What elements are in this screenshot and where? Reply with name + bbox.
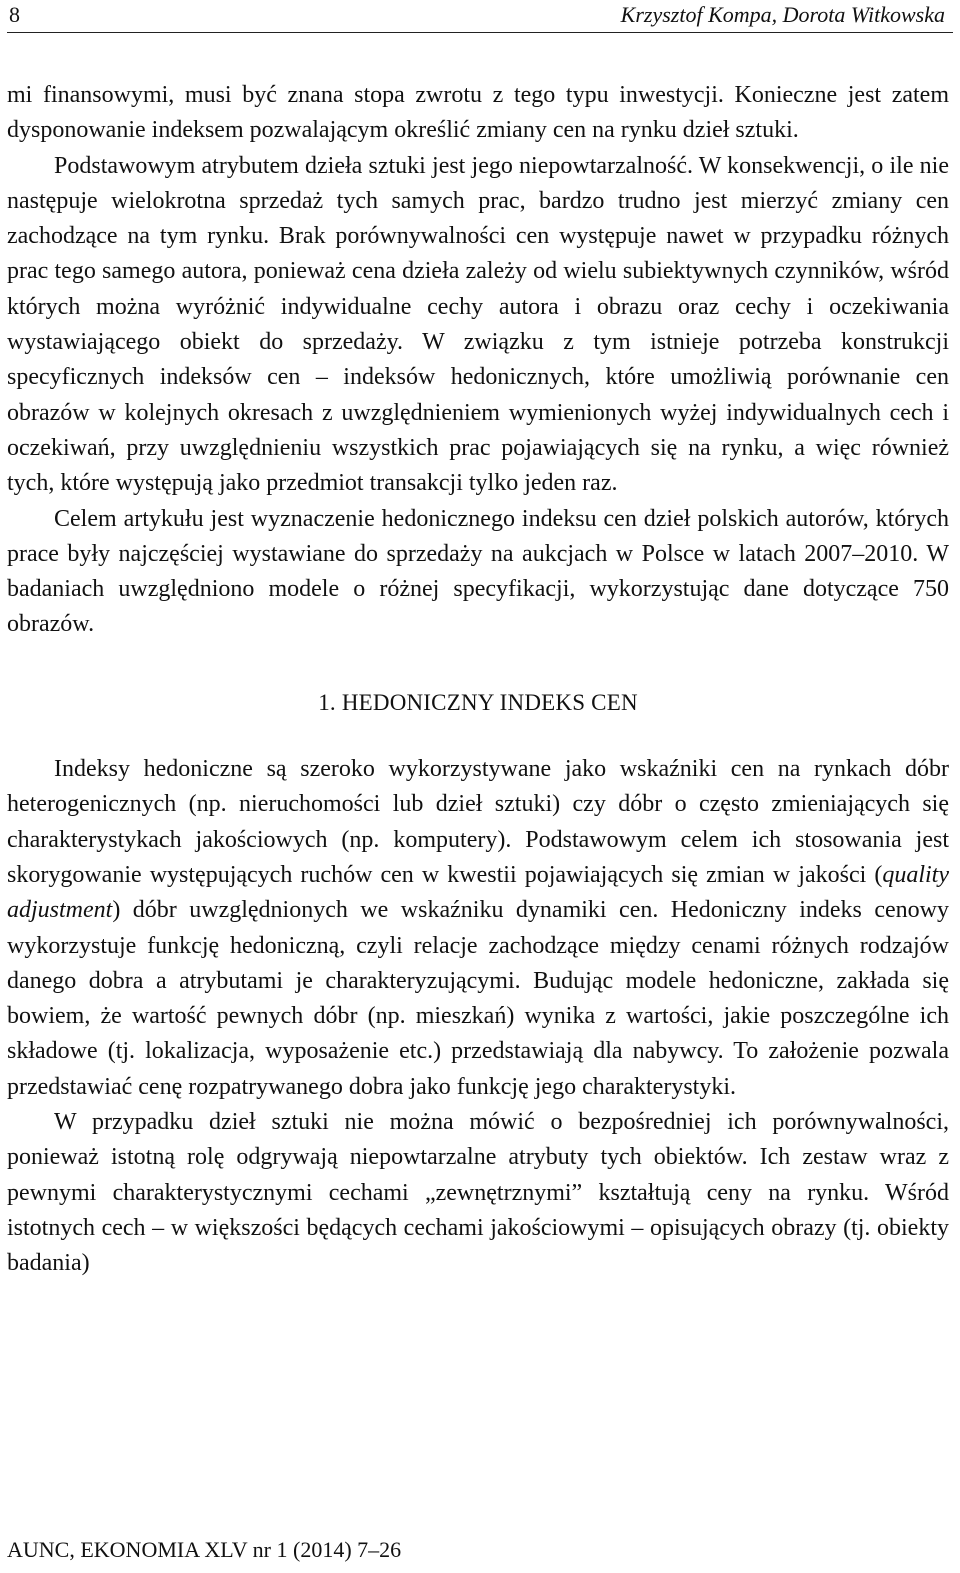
journal-citation: AUNC, EKONOMIA XLV nr 1 (2014) 7–26 — [7, 1537, 402, 1562]
paragraph-4-text-start: Indeksy hedoniczne są szeroko wykorzystywane jako wskaźniki cen na rynkach dóbr heterogenicznych (np. nieruchomości lub dzieł sztuki) czy dóbr o często zmieniających się charakterystykach jakościowych (np. komputery). Podstawowym celem ich stosowania jest skorygowanie występujących ruchów cen w kwestii pojawiających się zmian w jakości ( — [7, 756, 949, 888]
paragraph-4-text-end: ) dóbr uwzględnionych we wskaźniku dynamiki cen. Hedoniczny indeks cenowy wykorzystuje funkcję hedoniczną, czyli relacje zachodzące między cenami różnych rodzajów danego dobra a atrybutami je charakteryzującymi. Budując modele hedoniczne, zakłada się bowiem, że wartość pewnych dóbr (np. mieszkań) wynika z wartości, jakie poszczególne ich składowe (tj. lokalizacja, wyposażenie etc.) przedstawiają dla nabywcy. To założenie pozwala przedstawiać cenę rozpatrywanego dobra jako funkcję jego charakterystyki. — [7, 897, 949, 1100]
paragraph-3: Celem artykułu jest wyznaczenie hedonicznego indeksu cen dzieł polskich autorów, których prace były najczęściej wystawiane do sprzedaży na aukcjach w Polsce w latach 2007–2010. W badaniach uwzględniono modele o różnej specyfikacji, wykorzystując dane dotyczące 750 obrazów. — [7, 505, 949, 638]
paragraph-4-emphasis: quality adjustment — [7, 861, 949, 924]
page-header — [7, 0, 953, 33]
section-heading: 1. HEDONICZNY INDEKS CEN — [318, 689, 638, 715]
page-number: 8 — [9, 2, 20, 27]
paragraph-4 — [7, 752, 949, 1105]
paragraph-5: W przypadku dzieł sztuki nie można mówić o bezpośredniej ich porównywalności, ponieważ istotną rolę odgrywają niepowtarzalne atrybuty tych obiektów. Ich zestaw wraz z pewnymi charakterystycznymi cechami „zewnętrznymi” kształtują ceny na rynku. Wśród istotnych cech – w większości będących cechami jakościowymi – opisujących obrazy (tj. obiekty badania) — [7, 1109, 949, 1277]
running-title: Krzysztof Kompa, Dorota Witkowska — [620, 2, 945, 27]
paragraph-2: Podstawowym atrybutem dzieła sztuki jest jego niepowtarzalność. W konsekwencji, o ile nie następuje wielokrotna sprzedaż tych samych prac, bardzo trudno jest mierzyć zmiany cen zachodzące na tym rynku. Brak porównywalności cen występuje nawet w przypadku różnych prac tego samego autora, ponieważ cena dzieła zależy od wielu subiektywnych czynników, wśród których można wyróżnić indywidualne cechy autora i obrazu oraz cechy i oczekiwania wystawiającego obiekt do sprzedaży. W związku z tym istnieje potrzeba konstrukcji specyficznych indeksów cen – indeksów hedonicznych, które umożliwią porównanie cen obrazów w kolejnych okresach z uwzględnieniem wymienionych wyżej indywidualnych cech i oczekiwań, przy uwzględnieniu wszystkich prac pojawiających się na rynku, a więc również tych, które występują jako przedmiot transakcji tylko jeden raz. — [7, 152, 949, 497]
paragraph-1: mi finansowymi, musi być znana stopa zwrotu z tego typu inwestycji. Konieczne jest zatem dysponowanie indeksem pozwalającym określić zmiany cen na rynku dzieł sztuki. — [7, 82, 949, 144]
article-body — [7, 78, 949, 1282]
